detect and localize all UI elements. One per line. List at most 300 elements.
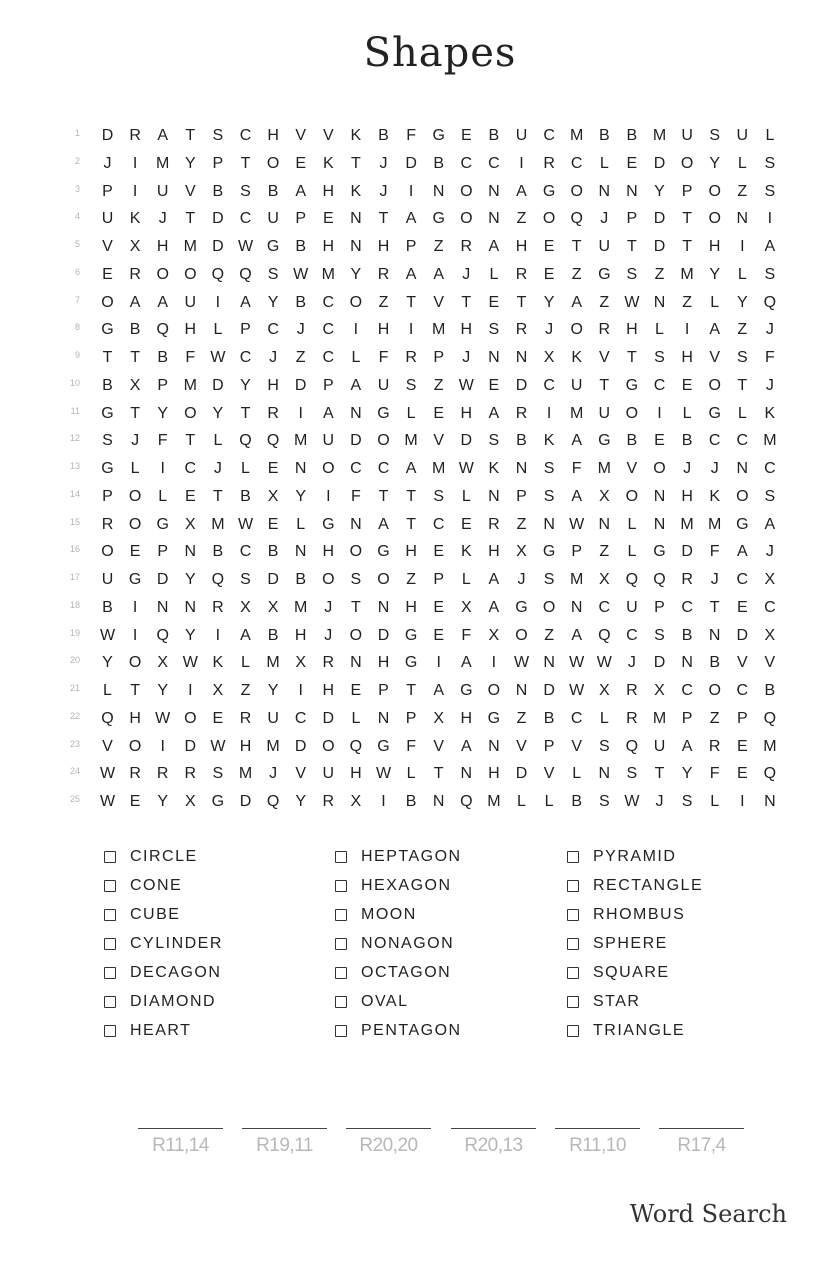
grid-letter[interactable]: K	[129, 210, 141, 228]
grid-letter[interactable]: R	[322, 793, 335, 810]
grid-letter[interactable]: T	[627, 349, 637, 366]
grid-letter[interactable]: E	[543, 265, 555, 283]
grid-letter[interactable]: D	[184, 737, 197, 755]
grid-letter[interactable]: S	[764, 154, 776, 172]
grid-letter[interactable]: G	[128, 571, 142, 588]
grid-letter[interactable]: T	[130, 404, 140, 422]
grid-letter[interactable]: W	[624, 793, 640, 810]
grid-letter[interactable]: D	[294, 737, 307, 755]
grid-letter[interactable]: M	[156, 154, 170, 172]
grid-letter[interactable]: C	[239, 210, 252, 228]
checkbox[interactable]	[104, 967, 116, 979]
grid-letter[interactable]: P	[405, 709, 417, 727]
grid-letter[interactable]: J	[710, 460, 719, 477]
grid-letter[interactable]: C	[239, 543, 252, 561]
grid-letter[interactable]: I	[132, 182, 138, 200]
grid-letter[interactable]: G	[377, 543, 390, 561]
grid-letter[interactable]: U	[184, 293, 197, 311]
grid-letter[interactable]: J	[765, 376, 774, 394]
grid-letter[interactable]: M	[652, 127, 667, 144]
grid-letter[interactable]: N	[598, 515, 611, 533]
grid-letter[interactable]: W	[375, 765, 392, 783]
grid-letter[interactable]: U	[653, 737, 666, 755]
checkbox[interactable]	[335, 1025, 347, 1037]
grid-letter[interactable]: H	[322, 543, 335, 561]
grid-letter[interactable]: T	[185, 432, 196, 450]
grid-letter[interactable]: H	[377, 238, 390, 255]
grid-letter[interactable]: T	[682, 210, 692, 228]
grid-letter[interactable]: B	[764, 682, 776, 699]
grid-letter[interactable]: L	[461, 571, 471, 588]
grid-letter[interactable]: Y	[654, 182, 665, 200]
grid-letter[interactable]: G	[404, 626, 418, 644]
grid-letter[interactable]: H	[405, 598, 417, 616]
grid-letter[interactable]: E	[681, 376, 693, 394]
grid-letter[interactable]: T	[654, 765, 665, 783]
grid-letter[interactable]: Q	[266, 793, 280, 810]
grid-letter[interactable]: N	[294, 543, 307, 561]
grid-letter[interactable]: V	[322, 127, 334, 144]
grid-letter[interactable]: T	[378, 487, 389, 505]
grid-letter[interactable]: S	[654, 626, 665, 644]
grid-letter[interactable]: N	[708, 626, 721, 644]
grid-letter[interactable]: I	[326, 487, 331, 505]
word-item[interactable]	[567, 958, 703, 987]
grid-letter[interactable]: X	[598, 571, 610, 588]
grid-letter[interactable]: G	[322, 515, 335, 533]
word-item[interactable]	[104, 842, 223, 871]
word-item[interactable]	[335, 929, 462, 958]
grid-letter[interactable]: N	[488, 737, 500, 755]
grid-letter[interactable]: O	[625, 487, 639, 505]
grid-letter[interactable]: Y	[240, 376, 251, 394]
grid-letter[interactable]: L	[544, 793, 554, 810]
grid-letter[interactable]: H	[708, 238, 721, 255]
grid-letter[interactable]: K	[571, 349, 583, 366]
grid-letter[interactable]: S	[764, 487, 776, 505]
grid-letter[interactable]: V	[433, 432, 445, 450]
grid-letter[interactable]: M	[294, 598, 308, 616]
grid-letter[interactable]: D	[101, 127, 114, 144]
grid-letter[interactable]: L	[241, 460, 250, 477]
grid-letter[interactable]: D	[681, 543, 693, 561]
grid-letter[interactable]: W	[458, 460, 474, 477]
grid-letter[interactable]: E	[295, 154, 307, 172]
grid-letter[interactable]: L	[517, 793, 526, 810]
grid-letter[interactable]: I	[215, 626, 221, 644]
grid-letter[interactable]: A	[433, 682, 445, 699]
grid-letter[interactable]: O	[736, 487, 749, 505]
grid-letter[interactable]: L	[461, 487, 471, 505]
grid-letter[interactable]: U	[377, 376, 390, 394]
grid-letter[interactable]: M	[763, 432, 777, 450]
grid-letter[interactable]: R	[322, 654, 335, 672]
grid-letter[interactable]: A	[488, 571, 500, 588]
grid-letter[interactable]: Y	[681, 765, 693, 783]
grid-letter[interactable]: P	[571, 543, 583, 561]
grid-letter[interactable]: T	[737, 376, 748, 394]
grid-letter[interactable]: O	[460, 182, 473, 200]
grid-letter[interactable]: B	[571, 793, 583, 810]
checkbox[interactable]	[335, 880, 347, 892]
checkbox[interactable]	[104, 909, 116, 921]
grid-letter[interactable]: S	[405, 376, 417, 394]
grid-letter[interactable]: Q	[156, 626, 169, 644]
grid-letter[interactable]: M	[183, 376, 197, 394]
grid-letter[interactable]: T	[571, 238, 582, 255]
grid-letter[interactable]: U	[101, 571, 114, 588]
grid-letter[interactable]: P	[405, 238, 417, 255]
grid-letter[interactable]: L	[351, 349, 361, 366]
grid-letter[interactable]: M	[570, 127, 584, 144]
grid-letter[interactable]: P	[543, 737, 555, 755]
grid-letter[interactable]: I	[132, 598, 138, 616]
grid-letter[interactable]: P	[295, 210, 307, 228]
grid-letter[interactable]: X	[598, 487, 610, 505]
grid-letter[interactable]: G	[101, 321, 114, 339]
grid-letter[interactable]: K	[212, 654, 224, 672]
grid-letter[interactable]: L	[627, 515, 637, 533]
grid-letter[interactable]: S	[654, 349, 665, 366]
grid-letter[interactable]: Q	[349, 737, 363, 755]
grid-letter[interactable]: F	[765, 349, 775, 366]
grid-letter[interactable]: O	[266, 154, 280, 172]
grid-letter[interactable]: O	[708, 682, 721, 699]
grid-letter[interactable]: E	[433, 404, 445, 422]
grid-letter[interactable]: O	[377, 432, 390, 450]
grid-letter[interactable]: J	[269, 765, 278, 783]
grid-letter[interactable]: M	[570, 404, 584, 422]
grid-letter[interactable]: J	[765, 543, 774, 561]
grid-letter[interactable]: X	[212, 682, 224, 699]
grid-letter[interactable]: P	[378, 682, 389, 699]
grid-letter[interactable]: I	[491, 654, 497, 672]
grid-letter[interactable]: O	[708, 182, 721, 200]
grid-letter[interactable]: J	[655, 793, 664, 810]
grid-letter[interactable]: V	[433, 293, 445, 311]
grid-letter[interactable]: J	[158, 210, 167, 228]
grid-letter[interactable]: F	[406, 127, 416, 144]
grid-letter[interactable]: H	[377, 654, 390, 672]
grid-letter[interactable]: T	[406, 293, 416, 311]
grid-letter[interactable]: J	[462, 265, 471, 283]
grid-letter[interactable]: L	[710, 293, 720, 311]
grid-letter[interactable]: C	[322, 349, 335, 366]
grid-letter[interactable]: Z	[599, 293, 610, 311]
grid-letter[interactable]: B	[102, 598, 113, 616]
grid-letter[interactable]: M	[266, 737, 280, 755]
grid-letter[interactable]: U	[322, 432, 335, 450]
grid-letter[interactable]: N	[156, 598, 169, 616]
grid-letter[interactable]: S	[543, 460, 555, 477]
grid-letter[interactable]: A	[571, 293, 583, 311]
grid-letter[interactable]: I	[132, 154, 138, 172]
grid-letter[interactable]: R	[101, 515, 114, 533]
grid-letter[interactable]: P	[681, 709, 693, 727]
grid-letter[interactable]: G	[460, 682, 473, 699]
grid-letter[interactable]: E	[212, 709, 224, 727]
grid-letter[interactable]: C	[322, 293, 335, 311]
grid-letter[interactable]: P	[157, 376, 169, 394]
grid-letter[interactable]: U	[322, 765, 335, 783]
grid-letter[interactable]: C	[626, 626, 638, 644]
grid-letter[interactable]: W	[293, 265, 309, 283]
grid-letter[interactable]: S	[350, 571, 362, 588]
grid-letter[interactable]: J	[103, 154, 112, 172]
grid-letter[interactable]: B	[157, 349, 169, 366]
word-item[interactable]	[335, 900, 462, 929]
grid-letter[interactable]: A	[681, 737, 693, 755]
grid-letter[interactable]: E	[129, 793, 141, 810]
grid-letter[interactable]: I	[408, 321, 414, 339]
grid-letter[interactable]: V	[571, 737, 583, 755]
grid-letter[interactable]: O	[184, 265, 197, 283]
grid-letter[interactable]: C	[570, 709, 583, 727]
grid-letter[interactable]: Y	[184, 626, 196, 644]
word-item[interactable]	[104, 1017, 223, 1046]
grid-letter[interactable]: G	[542, 543, 556, 561]
grid-letter[interactable]: J	[545, 321, 554, 339]
grid-letter[interactable]: C	[736, 571, 749, 588]
grid-letter[interactable]: R	[377, 265, 390, 283]
grid-letter[interactable]: A	[571, 487, 583, 505]
grid-letter[interactable]: H	[488, 543, 500, 561]
grid-letter[interactable]: A	[157, 127, 169, 144]
grid-letter[interactable]: X	[240, 598, 251, 616]
grid-letter[interactable]: R	[405, 349, 417, 366]
grid-letter[interactable]: G	[708, 404, 721, 422]
grid-letter[interactable]: R	[543, 154, 555, 172]
grid-letter[interactable]: B	[681, 626, 693, 644]
grid-letter[interactable]: A	[488, 598, 500, 616]
grid-letter[interactable]: O	[349, 543, 363, 561]
grid-letter[interactable]: Q	[266, 432, 280, 450]
grid-letter[interactable]: C	[239, 349, 252, 366]
grid-letter[interactable]: V	[295, 127, 307, 144]
grid-letter[interactable]: S	[212, 127, 224, 144]
grid-letter[interactable]: M	[238, 765, 253, 783]
grid-letter[interactable]: T	[130, 349, 140, 366]
grid-letter[interactable]: P	[212, 154, 224, 172]
grid-letter[interactable]: Z	[654, 265, 665, 283]
grid-letter[interactable]: G	[101, 460, 114, 477]
grid-letter[interactable]: X	[516, 543, 527, 561]
grid-letter[interactable]: E	[460, 515, 472, 533]
grid-letter[interactable]: Z	[406, 571, 416, 588]
grid-letter[interactable]: U	[101, 210, 114, 228]
grid-letter[interactable]: P	[240, 321, 251, 339]
grid-letter[interactable]: O	[460, 210, 473, 228]
grid-letter[interactable]: X	[129, 238, 141, 255]
grid-letter[interactable]: X	[350, 793, 362, 810]
grid-letter[interactable]: W	[596, 654, 612, 672]
grid-letter[interactable]: X	[267, 598, 279, 616]
checkbox[interactable]	[335, 996, 347, 1008]
grid-letter[interactable]: O	[184, 404, 197, 422]
grid-letter[interactable]: D	[239, 793, 252, 810]
grid-letter[interactable]: X	[184, 515, 196, 533]
grid-letter[interactable]: Y	[157, 404, 169, 422]
grid-letter[interactable]: A	[764, 515, 776, 533]
grid-letter[interactable]: B	[295, 571, 307, 588]
grid-letter[interactable]: R	[129, 765, 141, 783]
grid-letter[interactable]: L	[406, 404, 416, 422]
grid-letter[interactable]: B	[129, 321, 141, 339]
grid-letter[interactable]: I	[160, 737, 165, 755]
grid-letter[interactable]: W	[624, 293, 640, 311]
answer-slot[interactable]	[659, 1128, 744, 1157]
grid-letter[interactable]: T	[627, 238, 637, 255]
grid-letter[interactable]: M	[404, 432, 418, 450]
grid-letter[interactable]: L	[296, 515, 306, 533]
grid-letter[interactable]: J	[131, 432, 140, 450]
grid-letter[interactable]: I	[132, 626, 138, 644]
grid-letter[interactable]: N	[515, 349, 528, 366]
grid-letter[interactable]: A	[488, 238, 500, 255]
grid-letter[interactable]: H	[267, 127, 279, 144]
grid-letter[interactable]: E	[184, 487, 196, 505]
grid-letter[interactable]: R	[626, 682, 638, 699]
grid-letter[interactable]: W	[237, 515, 254, 533]
grid-letter[interactable]: O	[542, 210, 556, 228]
grid-letter[interactable]: S	[764, 182, 776, 200]
grid-letter[interactable]: W	[99, 793, 116, 810]
grid-letter[interactable]: Q	[625, 737, 639, 755]
grid-letter[interactable]: G	[432, 127, 445, 144]
grid-letter[interactable]: H	[267, 376, 279, 394]
grid-letter[interactable]: M	[597, 460, 611, 477]
grid-letter[interactable]: W	[99, 765, 116, 783]
grid-letter[interactable]: G	[156, 515, 169, 533]
grid-letter[interactable]: O	[156, 265, 169, 283]
grid-letter[interactable]: X	[267, 487, 279, 505]
grid-letter[interactable]: J	[462, 349, 471, 366]
grid-letter[interactable]: A	[157, 293, 169, 311]
grid-letter[interactable]: N	[488, 210, 500, 228]
checkbox[interactable]	[567, 1025, 579, 1037]
grid-letter[interactable]: B	[295, 293, 307, 311]
grid-letter[interactable]: U	[267, 709, 279, 727]
grid-letter[interactable]: B	[626, 127, 638, 144]
grid-letter[interactable]: H	[515, 238, 528, 255]
grid-letter[interactable]: E	[433, 598, 445, 616]
grid-letter[interactable]: A	[488, 404, 500, 422]
grid-letter[interactable]: M	[183, 238, 197, 255]
word-item[interactable]	[104, 871, 223, 900]
grid-letter[interactable]: H	[626, 321, 638, 339]
grid-letter[interactable]: W	[210, 349, 226, 366]
grid-letter[interactable]: X	[460, 598, 472, 616]
grid-letter[interactable]: Q	[625, 571, 639, 588]
grid-letter[interactable]: G	[266, 238, 280, 255]
grid-letter[interactable]: D	[736, 626, 749, 644]
grid-letter[interactable]: C	[708, 432, 721, 450]
grid-letter[interactable]: W	[237, 238, 254, 255]
word-item[interactable]	[104, 987, 223, 1016]
grid-letter[interactable]: S	[102, 432, 113, 450]
grid-letter[interactable]: J	[379, 182, 388, 200]
grid-letter[interactable]: L	[737, 154, 747, 172]
grid-letter[interactable]: D	[405, 154, 417, 172]
grid-letter[interactable]: J	[379, 154, 388, 172]
grid-letter[interactable]: E	[267, 460, 279, 477]
grid-letter[interactable]: U	[681, 127, 693, 144]
grid-letter[interactable]: N	[350, 210, 362, 228]
checkbox[interactable]	[567, 967, 579, 979]
grid-letter[interactable]: C	[322, 321, 335, 339]
grid-letter[interactable]: Y	[267, 293, 279, 311]
grid-letter[interactable]: M	[680, 515, 694, 533]
grid-letter[interactable]: R	[212, 598, 224, 616]
grid-letter[interactable]: Q	[239, 265, 252, 283]
grid-letter[interactable]: I	[740, 793, 745, 810]
grid-letter[interactable]: O	[322, 737, 335, 755]
grid-letter[interactable]: O	[128, 487, 142, 505]
grid-letter[interactable]: W	[513, 654, 530, 672]
grid-letter[interactable]: C	[350, 460, 362, 477]
grid-letter[interactable]: O	[708, 376, 721, 394]
grid-letter[interactable]: R	[460, 238, 473, 255]
answer-slot[interactable]	[555, 1128, 640, 1157]
grid-letter[interactable]: D	[460, 432, 473, 450]
grid-letter[interactable]: U	[515, 127, 528, 144]
grid-letter[interactable]: S	[764, 265, 776, 283]
grid-letter[interactable]: N	[653, 515, 666, 533]
grid-letter[interactable]: M	[570, 571, 584, 588]
grid-letter[interactable]: L	[158, 487, 168, 505]
grid-letter[interactable]: L	[130, 460, 140, 477]
grid-letter[interactable]: G	[598, 265, 611, 283]
grid-letter[interactable]: Y	[157, 793, 169, 810]
grid-letter[interactable]: C	[764, 598, 776, 616]
grid-letter[interactable]: O	[570, 182, 583, 200]
grid-letter[interactable]: O	[349, 626, 363, 644]
grid-letter[interactable]: X	[433, 709, 445, 727]
grid-letter[interactable]: C	[377, 460, 390, 477]
grid-letter[interactable]: K	[488, 460, 500, 477]
word-item[interactable]	[335, 871, 462, 900]
grid-letter[interactable]: H	[460, 321, 473, 339]
grid-letter[interactable]: Y	[709, 154, 721, 172]
grid-letter[interactable]: F	[571, 460, 582, 477]
grid-letter[interactable]: F	[709, 765, 720, 783]
grid-letter[interactable]: A	[460, 654, 472, 672]
grid-letter[interactable]: C	[653, 376, 666, 394]
grid-letter[interactable]: X	[295, 654, 307, 672]
grid-letter[interactable]: D	[212, 210, 224, 228]
grid-letter[interactable]: H	[405, 543, 417, 561]
grid-letter[interactable]: A	[516, 182, 527, 200]
grid-letter[interactable]: H	[239, 737, 252, 755]
word-item[interactable]	[567, 1017, 703, 1046]
grid-letter[interactable]: H	[460, 404, 473, 422]
grid-letter[interactable]: G	[515, 598, 528, 616]
grid-letter[interactable]: N	[377, 709, 390, 727]
grid-letter[interactable]: W	[182, 654, 198, 672]
grid-letter[interactable]: V	[764, 654, 776, 672]
grid-letter[interactable]: I	[657, 404, 662, 422]
grid-letter[interactable]: H	[350, 765, 362, 783]
grid-letter[interactable]: O	[625, 404, 639, 422]
grid-letter[interactable]: L	[737, 265, 747, 283]
grid-letter[interactable]: D	[212, 238, 224, 255]
grid-letter[interactable]: X	[764, 626, 776, 644]
grid-letter[interactable]: X	[598, 682, 610, 699]
grid-letter[interactable]: L	[103, 682, 112, 699]
grid-letter[interactable]: N	[764, 793, 776, 810]
grid-letter[interactable]: L	[213, 432, 223, 450]
grid-letter[interactable]: I	[408, 182, 414, 200]
